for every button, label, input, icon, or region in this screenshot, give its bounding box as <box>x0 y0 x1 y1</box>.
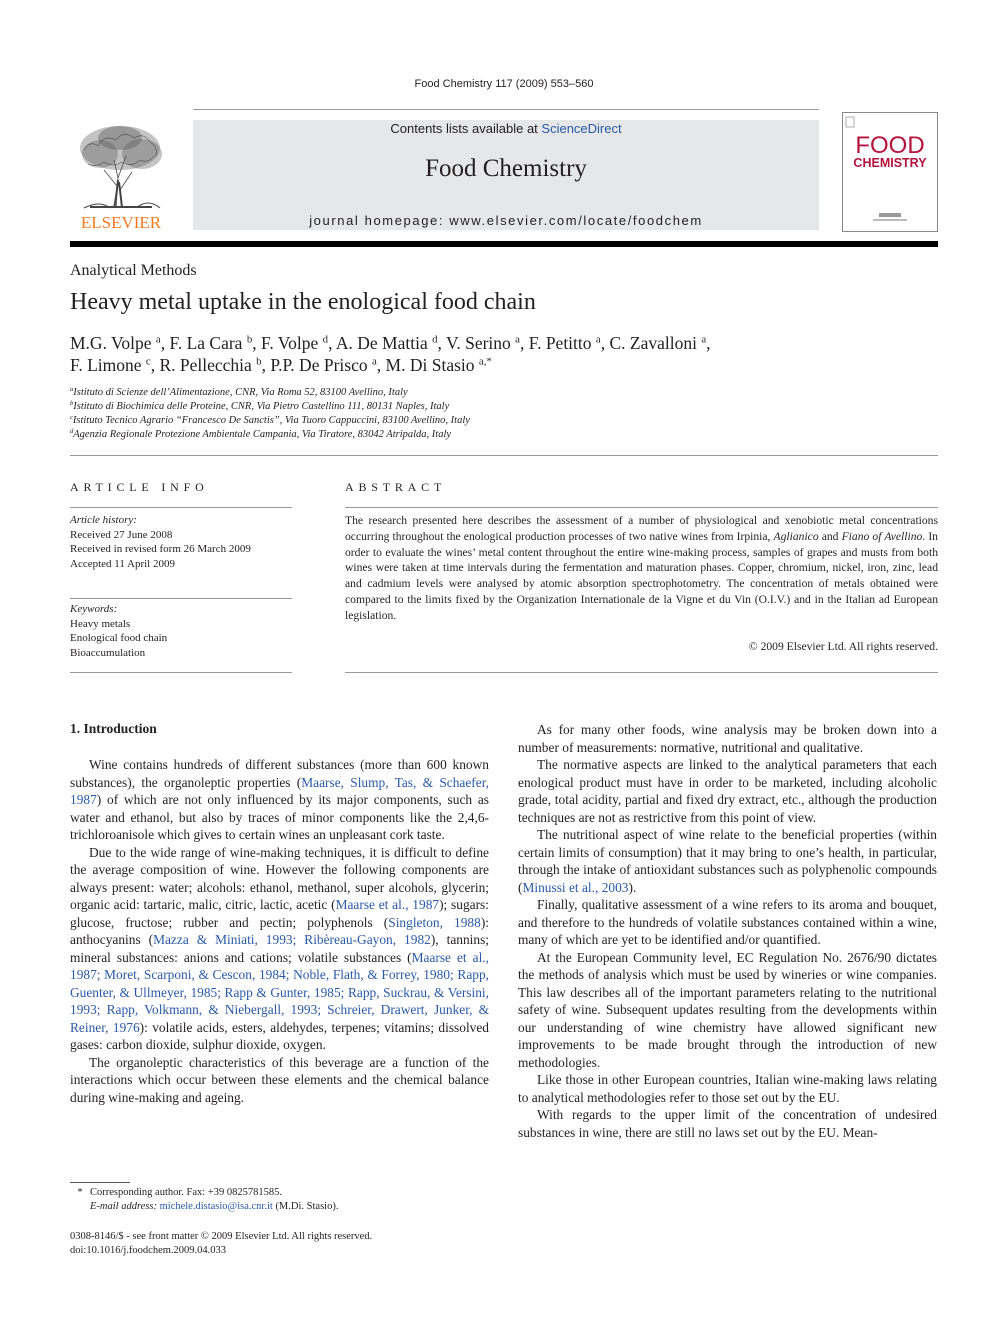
affiliation-mark: a <box>70 386 74 394</box>
paragraph <box>70 756 489 844</box>
paragraph-text: ) of which are not only influenced by its major components, such as water and ethanol, but also by traces of minor components like the 2,4,6-trichloroanisole which gives to certain wines an unpleasant cork taste. <box>70 792 489 842</box>
history-revised: Received in revised form 26 March 2009 <box>70 543 251 555</box>
author-name: A. De Mattia <box>335 333 428 353</box>
abstract-heading: ABSTRACT <box>345 480 447 494</box>
paragraph-text: Due to the wide range of wine-making techniques, it is difficult to define the average composition of wine. However the following components are always present: water; alcohols: ethanol, methanol, super alcohols, glycerin; organic acid: tartaric, malic, citric, lactic, acetic ( <box>70 844 489 912</box>
paragraph-text: ); sugars: glucose, fructose; rubber and pectin; polyphenols ( <box>70 897 489 930</box>
doi-line[interactable]: doi:10.1016/j.foodchem.2009.04.033 <box>70 1245 227 1256</box>
author-affiliation-mark: a <box>515 333 520 346</box>
section-heading-introduction: 1. Introduction <box>70 721 157 736</box>
paragraph: The organoleptic characteristics of this beverage are a function of the interactions which occur between these elements and the chemical balance during wine-making and ageing. <box>70 1054 489 1105</box>
header-thick-rule <box>70 241 938 247</box>
author-name: F. Volpe <box>260 333 319 353</box>
author-name: M. Di Stasio <box>385 355 475 375</box>
footnote-marker: * <box>77 1187 83 1198</box>
abstract-text: and <box>818 529 842 543</box>
affiliation-text: Istituto Tecnico Agrario “Francesco De Sanctis”, Via Tuoro Cappuccini, 83100 Avellino, Italy <box>72 415 470 426</box>
affiliation-a <box>70 387 408 398</box>
email-note <box>70 1200 338 1214</box>
history-label: Article history: <box>70 514 137 526</box>
footnote-text: Corresponding author. Fax: +39 0825781585. <box>90 1187 282 1198</box>
email-label: E-mail address: <box>90 1201 160 1212</box>
abstract-text: . In order to evaluate the wines’ metal content throughout the entire wine-making process, samples of grapes and musts from both wines were taken at time intervals during the fermentation and maturation phases. Copper, chromium, nickel, iron, zinc, lead and cadmium levels were analysed by atomic absorption spectrophotometry. The concentration of metals obtained were compared to the limits fixed by the Organization Internationale de la Vigne et du Vin (O.I.V.) and in the Italian ad European legislation. <box>345 529 938 622</box>
wine-name: Aglianico <box>773 529 819 543</box>
body-column-left <box>70 756 489 1106</box>
author-affiliation-mark: a <box>155 333 161 346</box>
citation-link[interactable]: Minussi et al., 2003 <box>522 879 629 895</box>
author-name: V. Serino <box>445 333 511 353</box>
author-name: M.G. Volpe <box>70 333 152 353</box>
author-affiliation-mark: a,* <box>478 355 492 368</box>
author-name: F. Limone <box>70 355 142 375</box>
affiliation-b <box>70 401 449 412</box>
citation-link[interactable]: Maarse, Slump, Tas, & Schaefer, 1987 <box>70 774 489 807</box>
elsevier-logo[interactable] <box>70 120 172 232</box>
author-name: R. Pellecchia <box>159 355 252 375</box>
history-received: Received 27 June 2008 <box>70 528 173 541</box>
article-section-type: Analytical Methods <box>70 262 197 279</box>
sciencedirect-link[interactable]: ScienceDirect <box>541 121 622 136</box>
wine-name: Fiano of Avellino <box>841 529 923 543</box>
journal-homepage[interactable]: journal homepage: www.elsevier.com/locate/foodchem <box>309 213 703 228</box>
paragraph-text: Wine contains hundreds of different substances (more than 600 known substances), the organoleptic properties ( <box>70 757 489 790</box>
affiliation-divider <box>70 455 938 456</box>
journal-citation: Food Chemistry 117 (2009) 553–560 <box>414 78 594 90</box>
footnote-text: (M.Di. Stasio). <box>272 1201 339 1212</box>
email-link[interactable]: michele.distasio@isa.cnr.it <box>159 1201 273 1212</box>
corresponding-author-note <box>70 1186 282 1200</box>
cover-title-chemistry: CHEMISTRY <box>853 156 927 170</box>
abstract-body <box>345 513 938 624</box>
abstract-text: The research presented here describes the assessment of a number of physiological and xenobiotic metal concentrations occurring throughout the enological production processes of two native wines from Irpinia, <box>345 514 938 543</box>
paragraph: As for many other foods, wine analysis may be broken down into a number of measurements: normative, nutritional and qualitative. <box>518 722 937 755</box>
author-affiliation-mark: d <box>322 333 329 346</box>
affiliation-d <box>70 429 451 440</box>
article-info-rule <box>70 672 292 673</box>
paragraph-text: ): anthocyanins ( <box>70 914 490 947</box>
author-affiliation-mark: d <box>432 333 438 346</box>
footnote-rule <box>70 1182 130 1183</box>
affiliation-text: Istituto di Scienze dell’Alimentazione, CNR, Via Roma 52, 83100 Avellino, Italy <box>73 387 408 398</box>
author-name: C. Zavalloni <box>609 333 697 353</box>
author-affiliation-mark: b <box>246 333 253 346</box>
paragraph-text: ), tannins; mineral substances: anions and cations; volatile substances ( <box>70 932 490 965</box>
contents-availability <box>193 121 819 136</box>
paragraph: At the European Community level, EC Regulation No. 2676/90 dictates the methods of analysis which must be used by wineries or wine companies. This law describes all of the important parameters relating to the nutritional safety of wine. Subsequent updates resulting from the developments within our understanding of wine chemistry have allowed significant new improvements to be made brought through the introduction of new methodologies. <box>518 949 937 1070</box>
author-name: P.P. De Prisco <box>270 355 368 375</box>
citation-link[interactable]: Mazza & Miniati, 1993; Ribèreau-Gayon, 1982 <box>153 932 431 947</box>
author-affiliation-mark: a <box>371 355 377 368</box>
paragraph: The normative aspects are linked to the analytical parameters that each enological product must have in order to be marketed, including alcoholic grade, total acidity, partial and fixed dry extract, etc., although the production techniques are not as restrictive from this point of view. <box>518 757 937 825</box>
affiliation-text: Agenzia Regionale Protezione Ambientale Campania, Via Tiratore, 83042 Atripalda, Italy <box>73 429 452 440</box>
citation-link[interactable]: Singleton, 1988 <box>388 914 481 930</box>
author-name: F. La Cara <box>169 333 243 353</box>
author-list-line-1: M.G. Volpe $^a$, F. La Cara $^b$, F. Volpe $^d$, A. De Mattia $^d$, V. Serino $^a$, F. Petitto $^a$, C. Zavalloni $^a$, <box>70 333 711 353</box>
affiliation-mark: b <box>70 400 74 408</box>
affiliation-mark: d <box>70 428 74 436</box>
author-name: F. Petitto <box>528 333 592 353</box>
author-affiliation-mark: a <box>701 333 707 346</box>
history-accepted: Accepted 11 April 2009 <box>70 557 175 570</box>
paragraph-text: ). <box>628 879 637 895</box>
article-info-rule <box>70 598 292 599</box>
journal-cover[interactable] <box>842 112 938 232</box>
issn-line: 0308-8146/$ - see front matter © 2009 Elsevier Ltd. All rights reserved. <box>70 1231 373 1242</box>
journal-cover-art <box>843 113 937 231</box>
elsevier-wordmark: ELSEVIER <box>80 213 162 232</box>
elsevier-tree-icon <box>70 120 172 232</box>
affiliation-mark: c <box>70 414 73 422</box>
paragraph: Like those in other European countries, Italian wine-making laws relating to analytical methodologies refer to those set out by the EU. <box>518 1072 937 1105</box>
citation-link[interactable]: Maarse et al., 1987; Moret, Scarponi, & Cescon, 1984; Noble, Flath, & Forrey, 1980; Rapp, Guenter, & Ullmeyer, 1985; Rapp & Gunter, 1985; Rapp, Suckrau, & Versini, 1993; Rapp, Volkmann, & Niebergall, 1993; Schreier, Drawert, Junker, & Reiner, 1976 <box>70 949 489 1035</box>
journal-title: Food Chemistry <box>425 155 587 182</box>
body-column-right <box>518 721 937 1141</box>
keyword: Enological food chain <box>70 632 168 644</box>
paragraph-text: ): volatile acids, esters, aldehydes, terpenes; vitamins; dissolved gases: carbon dioxide, sulphur dioxide, oxygen. <box>70 1019 489 1052</box>
abstract-rule <box>345 672 938 673</box>
paragraph-text: The nutritional aspect of wine relate to the beneficial properties (within certain limits of consumption) that it may bring to one’s health, in particular, through the intake of antioxidant substances such as polyphenolic compounds ( <box>518 827 937 895</box>
abstract-copyright: © 2009 Elsevier Ltd. All rights reserved. <box>748 640 938 653</box>
article-info-heading: ARTICLE INFO <box>70 480 209 494</box>
keyword: Heavy metals <box>70 617 131 630</box>
keyword: Bioaccumulation <box>70 646 146 659</box>
article-info-rule <box>70 507 292 508</box>
article-history <box>70 513 251 571</box>
author-affiliation-mark: b <box>256 355 262 368</box>
citation-link[interactable]: Maarse et al., 1987 <box>335 897 440 912</box>
article-title: Heavy metal uptake in the enological food chain <box>70 289 536 315</box>
author-affiliation-mark: c <box>145 355 151 368</box>
affiliation-c <box>70 415 470 426</box>
contents-prefix: Contents lists available at <box>390 121 542 136</box>
keywords <box>70 602 167 660</box>
paragraph: Finally, qualitative assessment of a wine refers to its aroma and bouquet, and therefore to the hundreds of volatile substances contained within a wine, many of which are yet to be identified and/or quantified. <box>518 897 937 947</box>
paragraph: With regards to the upper limit of the concentration of undesired substances in wine, there are still no laws set out by the EU. Mean- <box>518 1107 937 1140</box>
author-list-line-2: F. Limone $^c$, R. Pellecchia $^b$, P.P. De Prisco $^a$, M. Di Stasio $^{a,*}$ <box>70 355 492 375</box>
affiliation-text: Istituto di Biochimica delle Proteine, CNR, Via Pietro Castellino 111, 80131 Naples, Italy <box>73 401 450 412</box>
front-matter-info <box>70 1230 372 1258</box>
paragraph <box>518 826 937 896</box>
cover-title-food: FOOD <box>855 132 925 159</box>
keywords-label: Keywords: <box>70 603 118 615</box>
header-top-rule <box>193 109 819 110</box>
abstract-rule <box>345 507 938 508</box>
paragraph <box>70 844 489 1054</box>
author-affiliation-mark: a <box>595 333 601 346</box>
